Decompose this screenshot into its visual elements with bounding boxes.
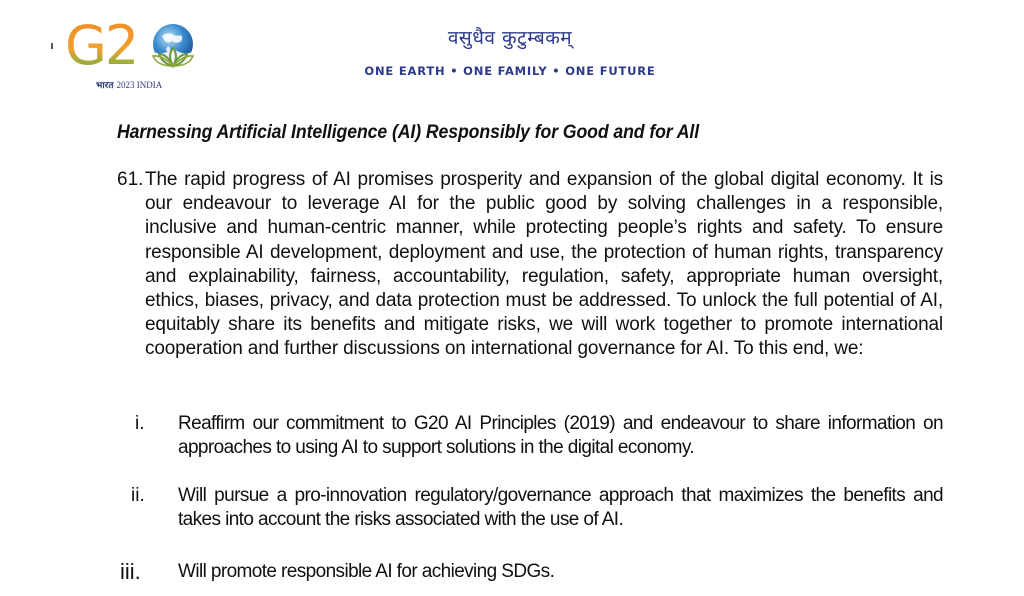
list-item bbox=[117, 560, 943, 584]
section-title: Harnessing Artificial Intelligence (AI) Responsibly for Good and for All bbox=[117, 122, 700, 143]
list-item-text: Will promote responsible AI for achieving SDGs. bbox=[178, 561, 555, 582]
motto-block bbox=[340, 26, 680, 78]
motto-sanskrit: वसुधैव कुटुम्बकम् bbox=[447, 27, 573, 49]
list-item-text: Reaffirm our commitment to G20 AI Principles (2019) and endeavour to share information on approaches to using AI to support solutions in the digital economy. bbox=[178, 413, 943, 459]
list-marker: i. bbox=[135, 413, 145, 434]
globe-lotus-icon bbox=[148, 22, 196, 70]
paragraph-61 bbox=[117, 168, 943, 362]
logo-subtitle bbox=[96, 78, 162, 91]
logo-subtitle-year: 2023 INDIA bbox=[116, 80, 163, 90]
list-marker: ii. bbox=[131, 485, 145, 506]
g20-logo bbox=[60, 14, 210, 93]
g20-wordmark: G2 bbox=[65, 14, 138, 77]
paragraph-number: 61. bbox=[117, 169, 144, 190]
list-item bbox=[117, 484, 943, 532]
list-item-text: Will pursue a pro-innovation regulatory/governance approach that maximizes the benefits and takes into account the risks associated with the use of AI. bbox=[178, 485, 943, 531]
paragraph-text: The rapid progress of AI promises prosperity and expansion of the global digital economy. It is our endeavour to leverage AI for the public good by solving challenges in a responsible, inclusive and human-centric manner, while protecting people’s rights and safety. To ensure responsible AI development, deployment and use, the protection of human rights, transparency and explainability, fairness, accountability, regulation, safety, appropriate human oversight, ethics, biases, privacy, and data protection must be addressed. To unlock the full potential of AI, equitably share its benefits and mitigate risks, we will work together to promote international cooperation and further discussions on international governance for AI. To this end, we: bbox=[145, 169, 943, 360]
stray-mark bbox=[51, 43, 53, 49]
document-header bbox=[0, 0, 1024, 100]
list-marker: iii. bbox=[120, 559, 141, 584]
motto-english: ONE EARTH • ONE FAMILY • ONE FUTURE bbox=[364, 64, 656, 78]
list-item bbox=[117, 412, 943, 460]
logo-subtitle-hindi: भारत bbox=[96, 80, 114, 90]
